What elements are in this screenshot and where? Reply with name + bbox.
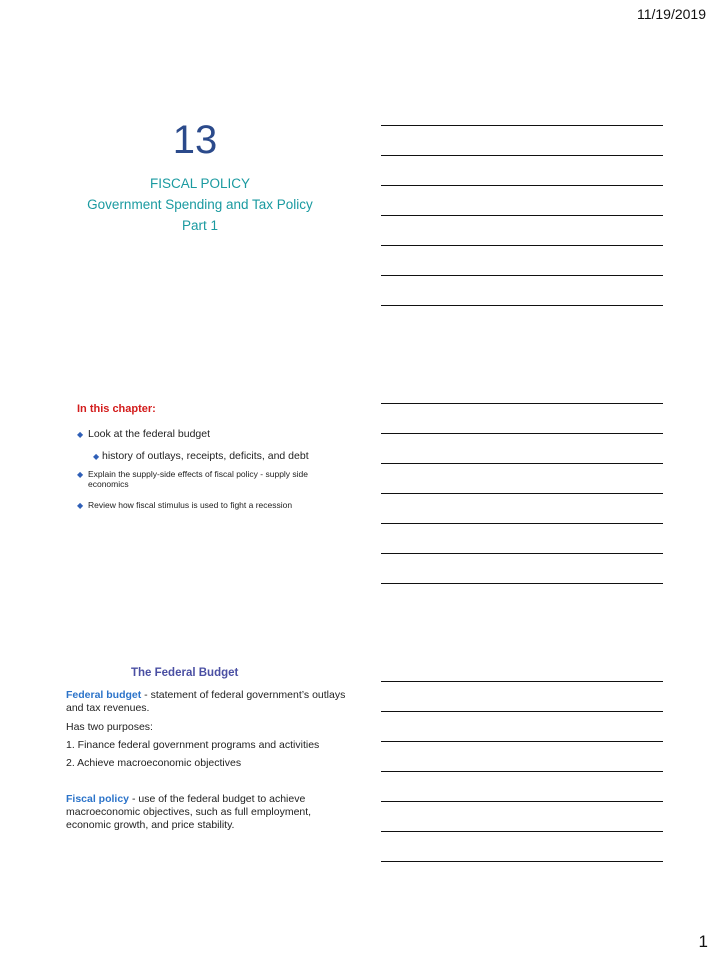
bullet-text: Review how fiscal stimulus is used to fight a recession [88,500,293,510]
slide-title-line-3: Part 1 [181,218,219,233]
federal-budget-definition [66,689,356,715]
diamond-bullet-icon: ◆ [77,470,84,479]
diamond-bullet-icon: ◆ [93,452,100,461]
note-line [381,185,663,186]
diamond-bullet-icon: ◆ [77,430,84,439]
bullet-text: Explain the supply-side effects of fiscal policy - supply side economics [88,469,309,489]
slide-heading: In this chapter: [77,403,156,415]
diamond-bullet-icon: ◆ [77,501,84,510]
note-line [381,155,663,156]
bullet-item [77,428,211,440]
print-date: 11/19/2019 [636,6,706,22]
note-line [381,741,663,742]
note-line [381,831,663,832]
chapter-number: 13 [172,118,218,162]
note-line [381,801,663,802]
note-line [381,861,663,862]
slide-title-line-1: FISCAL POLICY [149,176,251,191]
note-line [381,403,663,404]
fiscal-policy-definition [66,793,356,832]
term-fiscal-policy: Fiscal policy [66,793,130,805]
sub-bullet-item [93,450,309,462]
note-line [381,771,663,772]
note-line [381,711,663,712]
purpose-item: 2. Achieve macroeconomic objectives [66,757,242,769]
bullet-text: Look at the federal budget [88,428,211,440]
bullet-item [77,469,318,489]
note-line [381,463,663,464]
note-line [381,305,663,306]
definition-text: - use of the federal budget to achieve macroeconomic objectives, such as full employment, economic growth, and price stability. [66,793,312,831]
note-line [381,583,663,584]
purpose-item: 1. Finance federal government programs and activities [66,739,320,751]
note-line [381,523,663,524]
note-line [381,275,663,276]
purposes-intro: Has two purposes: [66,721,153,733]
note-line [381,433,663,434]
note-line [381,215,663,216]
bullet-item [77,500,348,510]
slide-heading: The Federal Budget [131,667,239,679]
note-line [381,493,663,494]
note-line [381,125,663,126]
slide-title-line-2: Government Spending and Tax Policy [87,197,313,212]
note-line [381,681,663,682]
term-federal-budget: Federal budget [66,689,142,701]
page-number: 1 [698,932,708,951]
note-line [381,553,663,554]
definition-text: - statement of federal government’s outlays and tax revenues. [66,689,346,714]
bullet-text: history of outlays, receipts, deficits, and debt [102,450,309,462]
note-line [381,245,663,246]
